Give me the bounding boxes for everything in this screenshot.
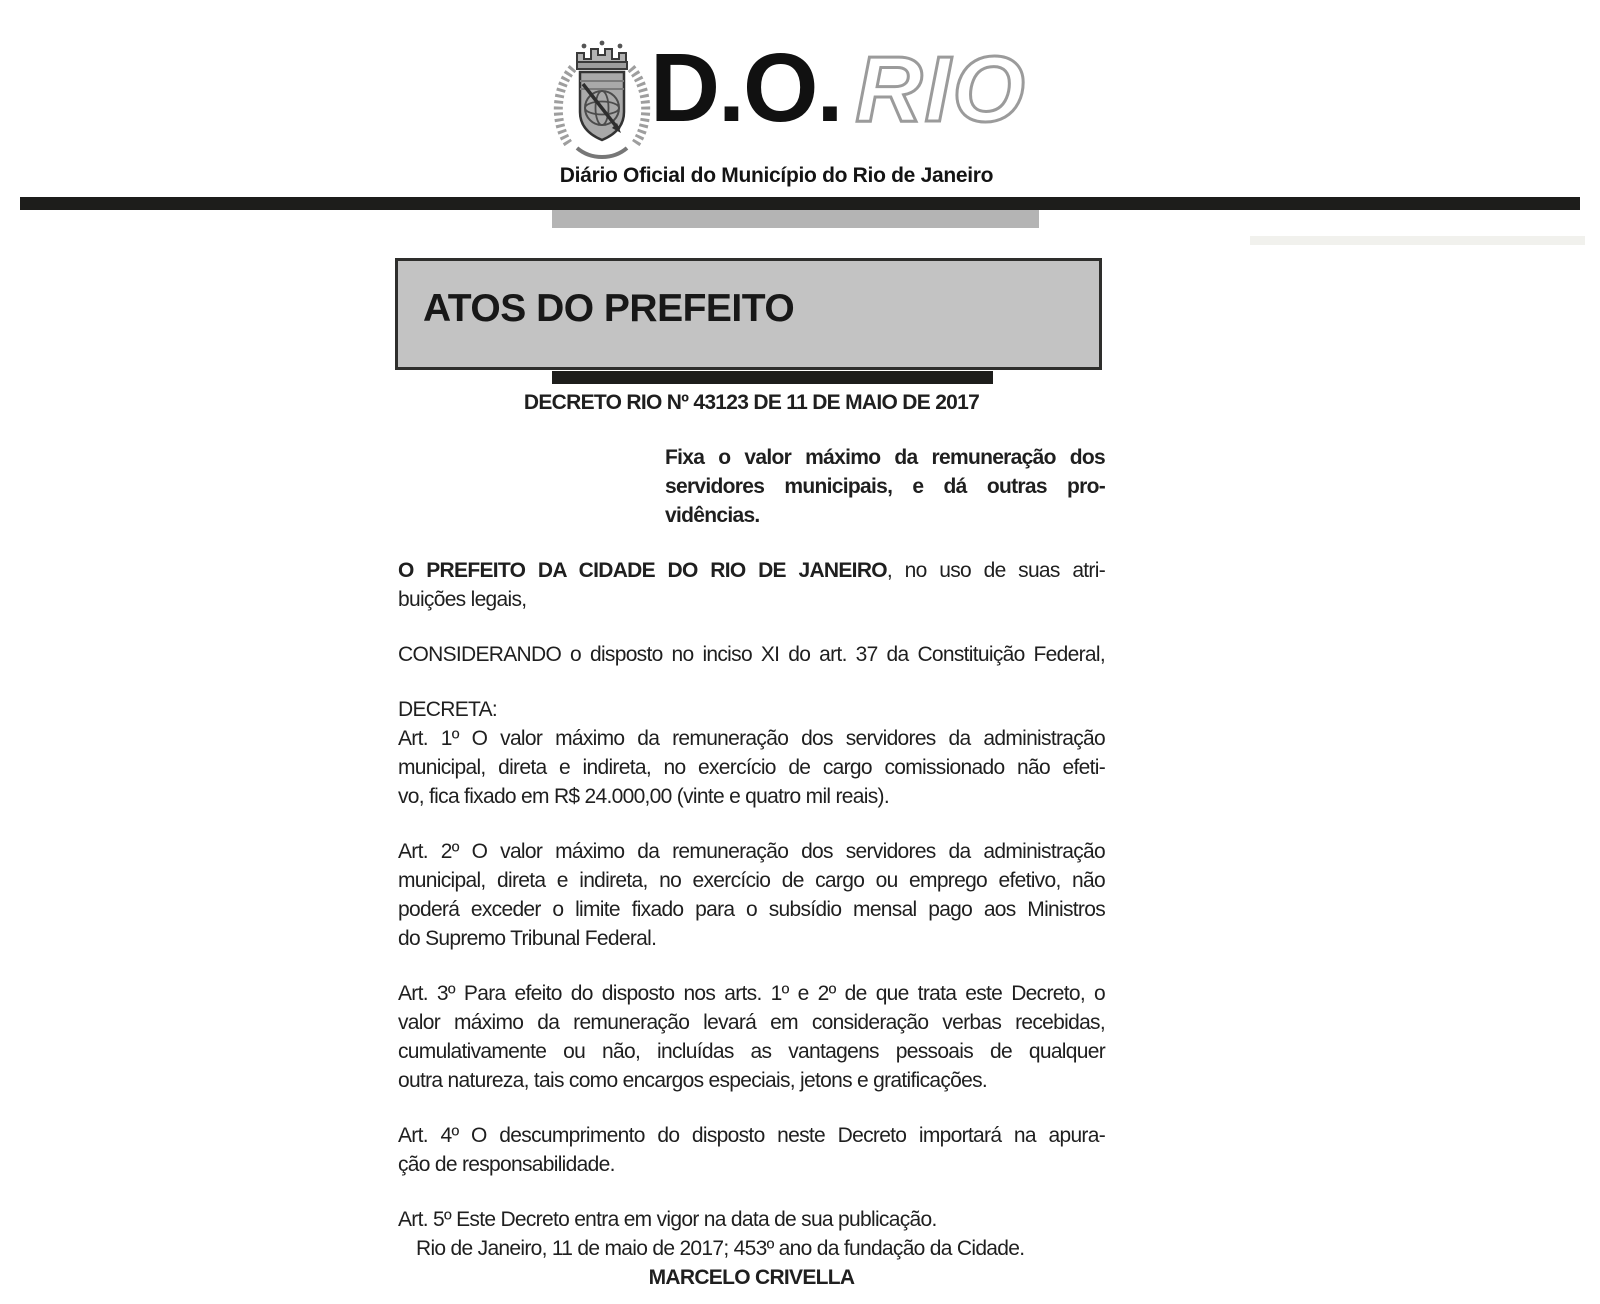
decree-summary: [665, 443, 1105, 530]
text-segment: CONSIDERANDO o disposto no inciso XI do art. 37 da Constituição Federal,: [398, 643, 1105, 666]
section-banner: [395, 258, 1102, 370]
logo-do-text: D.O.: [650, 33, 842, 142]
text-segment: buições legais,: [398, 588, 527, 611]
preamble: [398, 556, 1105, 614]
logo-rio-text: RIO: [855, 37, 1027, 141]
text-segment: Art. 1º O valor máximo da remuneração dos servidores da administração: [398, 727, 1105, 750]
text-segment: Art. 4º O descumprimento do disposto neste Decreto importará na apura-: [398, 1124, 1105, 1147]
text-line: [398, 782, 1105, 811]
text-line: [398, 640, 1105, 669]
text-line: [398, 837, 1105, 866]
text-segment: Art. 5º Este Decreto entra em vigor na data de sua publicação.: [398, 1208, 937, 1231]
masthead-rule-shadow: [552, 210, 1039, 228]
art-4: [398, 1121, 1105, 1179]
text-line: [398, 1037, 1105, 1066]
masthead-tagline: Diário Oficial do Município do Rio de Janeiro: [559, 164, 994, 187]
text-line: [398, 866, 1105, 895]
text-segment: valor máximo da remuneração levará em consideração verbas recebidas,: [398, 1011, 1105, 1034]
text-line: [665, 443, 1105, 472]
text-segment: municipal, direta e indireta, no exercício de cargo ou emprego efetivo, não: [398, 869, 1105, 892]
art-5-closing: [398, 1205, 1105, 1263]
text-line: [398, 1205, 1105, 1234]
text-line: [398, 753, 1105, 782]
section-banner-shadow: [552, 371, 993, 384]
text-line: [398, 1234, 1123, 1263]
text-line: [665, 472, 1105, 501]
text-line: [398, 979, 1105, 1008]
text-line: [398, 1066, 1105, 1095]
signature-name: MARCELO CRIVELLA: [648, 1266, 855, 1289]
text-segment: O PREFEITO DA CIDADE DO RIO DE JANEIRO: [398, 559, 887, 582]
text-line: [398, 556, 1105, 585]
text-line: [398, 1008, 1105, 1037]
rio-coat-of-arms-icon: [543, 36, 661, 174]
art-3: [398, 979, 1105, 1095]
text-segment: vidências.: [665, 504, 760, 527]
text-segment: outra natureza, tais como encargos especiais, jetons e gratificações.: [398, 1069, 988, 1092]
text-segment: ção de responsabilidade.: [398, 1153, 615, 1176]
text-segment: vo, fica fixado em R$ 24.000,00 (vinte e quatro mil reais).: [398, 785, 889, 808]
art-2: [398, 837, 1105, 953]
text-segment: do Supremo Tribunal Federal.: [398, 927, 657, 950]
text-line: [398, 1150, 1105, 1179]
text-segment: municipal, direta e indireta, no exercício de cargo comissionado não efeti-: [398, 756, 1105, 779]
decree-column: [398, 388, 1105, 1292]
text-line: [398, 585, 1105, 614]
text-line: [398, 895, 1105, 924]
masthead-rule-bar: [20, 197, 1580, 210]
text-segment: Fixa o valor máximo da remuneração dos: [665, 446, 1105, 469]
text-line: [665, 501, 1105, 530]
text-line: [398, 1121, 1105, 1150]
text-line: [398, 724, 1105, 753]
decree-blocks: [398, 443, 1105, 1263]
text-segment: servidores municipais, e dá outras pro-: [665, 475, 1105, 498]
text-segment: Art. 3º Para efeito do disposto nos arts. 1º e 2º de que trata este Decreto, o: [398, 982, 1105, 1005]
text-segment: cumulativamente ou não, incluídas as vantagens pessoais de qualquer: [398, 1040, 1105, 1063]
text-segment: poderá exceder o limite fixado para o subsídio mensal pago aos Ministros: [398, 898, 1105, 921]
text-line: [398, 695, 1105, 724]
text-segment: DECRETA:: [398, 698, 498, 721]
masthead-logo: [650, 33, 1027, 142]
decreta-art-1: [398, 695, 1105, 811]
considerando: [398, 640, 1105, 669]
text-segment: Rio de Janeiro, 11 de maio de 2017; 453º ano da fundação da Cidade.: [416, 1237, 1025, 1260]
section-banner-title: ATOS DO PREFEITO: [423, 287, 795, 330]
scan-artifact: [1250, 236, 1585, 245]
text-segment: , no uso de suas atri-: [886, 559, 1105, 582]
text-line: [398, 924, 1105, 953]
decree-title: DECRETO RIO Nº 43123 DE 11 DE MAIO DE 2017: [523, 391, 980, 414]
text-segment: Art. 2º O valor máximo da remuneração dos servidores da administração: [398, 840, 1105, 863]
